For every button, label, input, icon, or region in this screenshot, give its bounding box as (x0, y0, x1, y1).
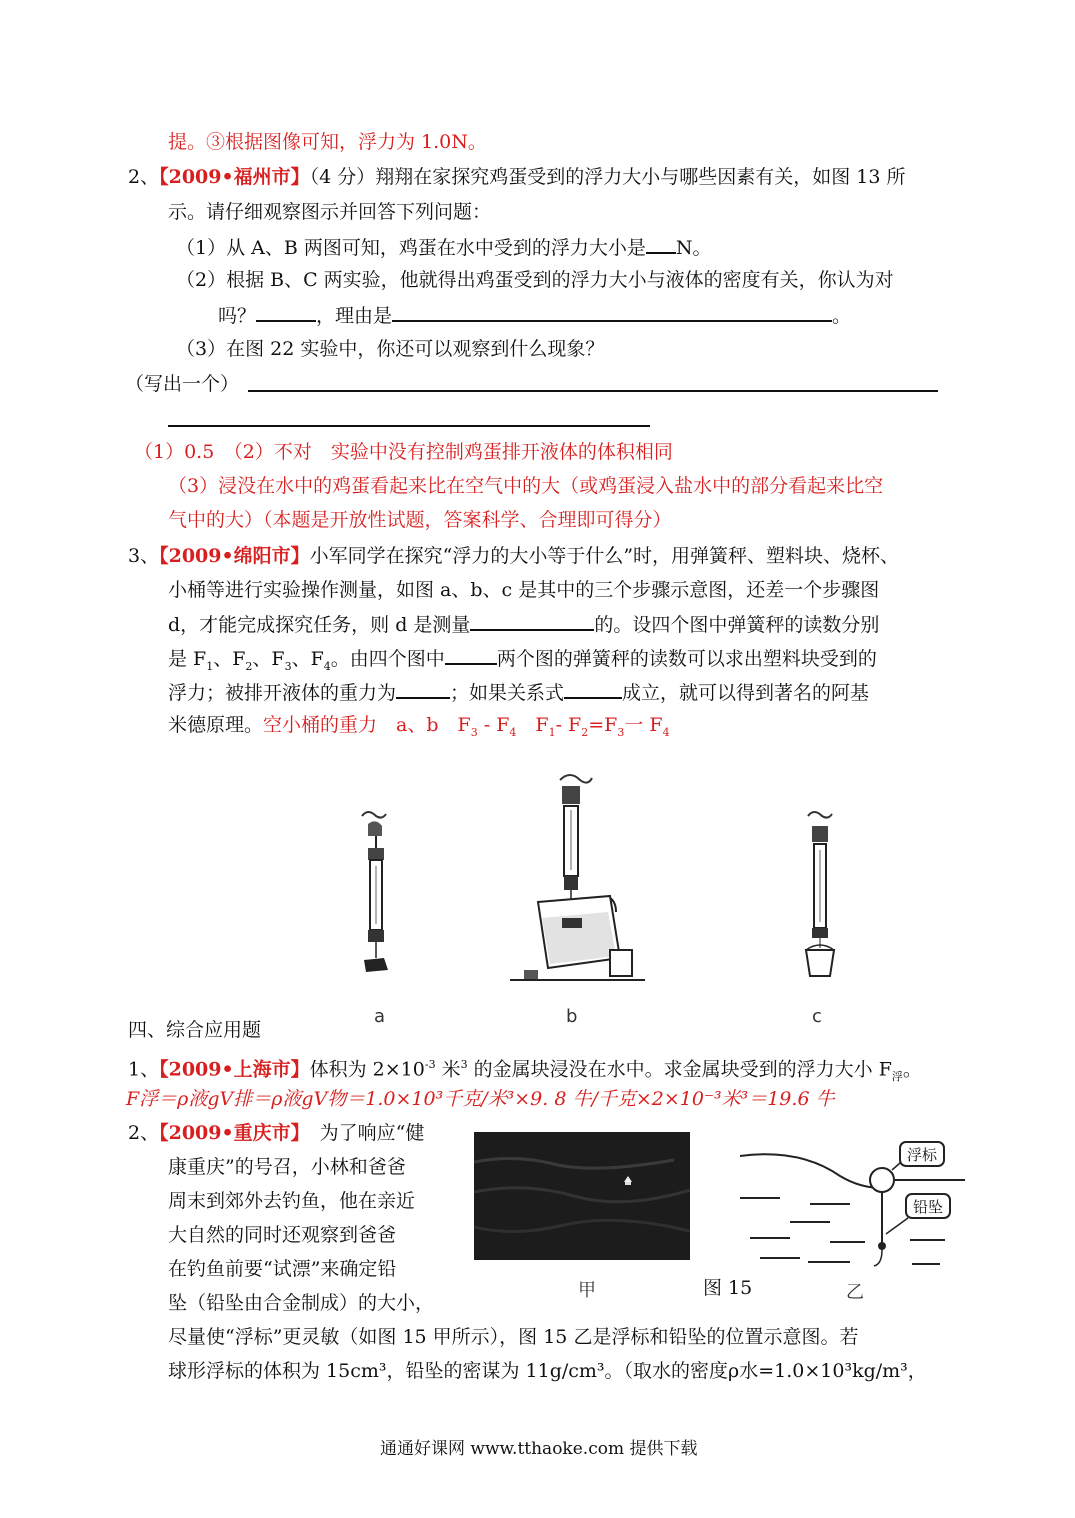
section4-q2-line3: 周末到郊外去钓鱼，他在亲近 (168, 1190, 416, 1212)
section4-q2-line6: 坠（铅坠由合金制成）的大小， (168, 1292, 435, 1314)
figure-b-caption: b (566, 1006, 578, 1027)
spring-scale-figure-c (796, 808, 846, 988)
figure-a-caption: a (374, 1006, 386, 1027)
answer-blank[interactable] (256, 302, 316, 322)
question-3-line6: 米德原理。空小桶的重力 a、b $F_3 - F_4$ $F_1-$ $F_2=F_3$一 $F_4$ (168, 714, 670, 739)
section4-q2-line2: 康重庆”的号召，小林和爸爸 (168, 1156, 406, 1178)
answer-line: 提。③根据图像可知，浮力为 1.0N。 (168, 131, 487, 153)
question-2-part2-cont: 吗？ ，理由是 。 (218, 302, 851, 328)
question-2-line2: 示。请仔细观察图示并回答下列问题： (168, 201, 492, 223)
question-3-line5: 浮力；被排开液体的重力为 ；如果关系式 成立，就可以得到著名的阿基 (168, 679, 869, 705)
spring-scale-figure-a (352, 808, 400, 988)
answer-text: （1）0.5 （2）不对 实验中没有控制鸡蛋排开液体的体积相同 (134, 441, 673, 463)
section4-q1: 1、【2009•上海市】体积为 $2\times 10^{-3}$ 米$^3$ 的金属块浸没在水中。求金属块受到的浮力大小 $F_浮$。 (128, 1058, 922, 1084)
question-3-line4: 是 $F_1$、$F_2$、$F_3$、$F_4$。由四个图中 两个图的弹簧秤的读数可以求出塑料块受到的 (168, 645, 877, 679)
float-label: 浮标 (906, 1146, 938, 1164)
source-tag: 【2009•上海市】 (159, 1058, 310, 1081)
answer-blank[interactable] (564, 679, 622, 699)
spring-scale-figure-b (500, 770, 650, 990)
source-tag: 【2009•绵阳市】 (159, 545, 310, 567)
answer-line-rule[interactable] (168, 425, 650, 427)
section-title: 四、综合应用题 (128, 1019, 262, 1041)
section4-q2-line7: 尽量使“浮标”更灵敏（如图 15 甲所示），图 15 乙是浮标和铅坠的位置示意图。若 (168, 1326, 859, 1348)
question-2-part1: （1）从 A、B 两图可知，鸡蛋在水中受到的浮力大小是 N。 (176, 234, 712, 260)
figure-yi-caption: 乙 (846, 1282, 864, 1303)
answer-text: （3）浸没在水中的鸡蛋看起来比在空气中的大（或鸡蛋浸入盐水中的部分看起来比空 (168, 475, 884, 497)
question-2-write-one: （写出一个） (125, 373, 240, 395)
source-tag: 【2009•重庆市】 (159, 1122, 310, 1144)
question-2-line1: 2、【2009•福州市】（4 分）翔翔在家探究鸡蛋受到的浮力大小与哪些因素有关，如图 13 所 (128, 166, 906, 188)
figure-jia-caption: 甲 (578, 1280, 596, 1301)
figure-15-caption: 图 15 (703, 1277, 753, 1299)
section4-q2-line1: 2、【2009•重庆市】 为了响应“健 (128, 1122, 425, 1144)
answer-line-rule[interactable] (248, 390, 938, 392)
fishing-float-photo (474, 1132, 690, 1260)
answer-text: 气中的大）（本题是开放性试题，答案科学、合理即可得分） (168, 509, 672, 531)
source-tag: 【2009•福州市】 (159, 166, 310, 188)
answer-text: F浮＝ρ液gV排＝ρ液gV物＝1.0×10³千克/米³×9. 8 牛/千克×2×10⁻³米³＝19.6 牛 (126, 1088, 835, 1110)
answer-text: 空小桶的重力 a、b $F_3 - F_4$ $F_1-$ $F_2=F_3$一 $F_4$ (263, 714, 670, 739)
question-3-line3: d，才能完成探究任务，则 d 是测量 的。设四个图中弹簧秤的读数分别 (168, 611, 879, 637)
section4-q2-line5: 在钓鱼前要“试漂”来确定铅 (168, 1258, 397, 1280)
question-3-line1: 3、【2009•绵阳市】小军同学在探究“浮力的大小等于什么”时，用弹簧秤、塑料块、烧杯、 (128, 545, 900, 567)
float-sinker-diagram (740, 1134, 970, 1284)
question-2-part2: （2）根据 B、C 两实验，他就得出鸡蛋受到的浮力大小与液体的密度有关，你认为对 (176, 269, 894, 291)
answer-blank[interactable] (396, 679, 450, 699)
answer-blank[interactable] (470, 611, 594, 631)
question-2-part3: （3）在图 22 实验中，你还可以观察到什么现象？ (176, 338, 605, 360)
photo-noise (474, 1132, 690, 1260)
figure-c-caption: c (812, 1006, 822, 1027)
sinker-label: 铅坠 (912, 1198, 944, 1216)
answer-blank[interactable] (445, 645, 497, 665)
section4-q2-line8: 球形浮标的体积为 15cm³，铅坠的密谋为 11g/cm³。（取水的密度ρ水=1.0×10³kg/m³， (168, 1360, 927, 1382)
page-footer: 通通好课网 www.tthaoke.com 提供下载 (380, 1439, 698, 1459)
question-3-line2: 小桶等进行实验操作测量，如图 a、b、c 是其中的三个步骤示意图，还差一个步骤图 (168, 579, 880, 601)
section4-q2-line4: 大自然的同时还观察到爸爸 (168, 1224, 397, 1246)
answer-blank[interactable] (392, 302, 832, 322)
answer-blank[interactable] (646, 234, 676, 254)
